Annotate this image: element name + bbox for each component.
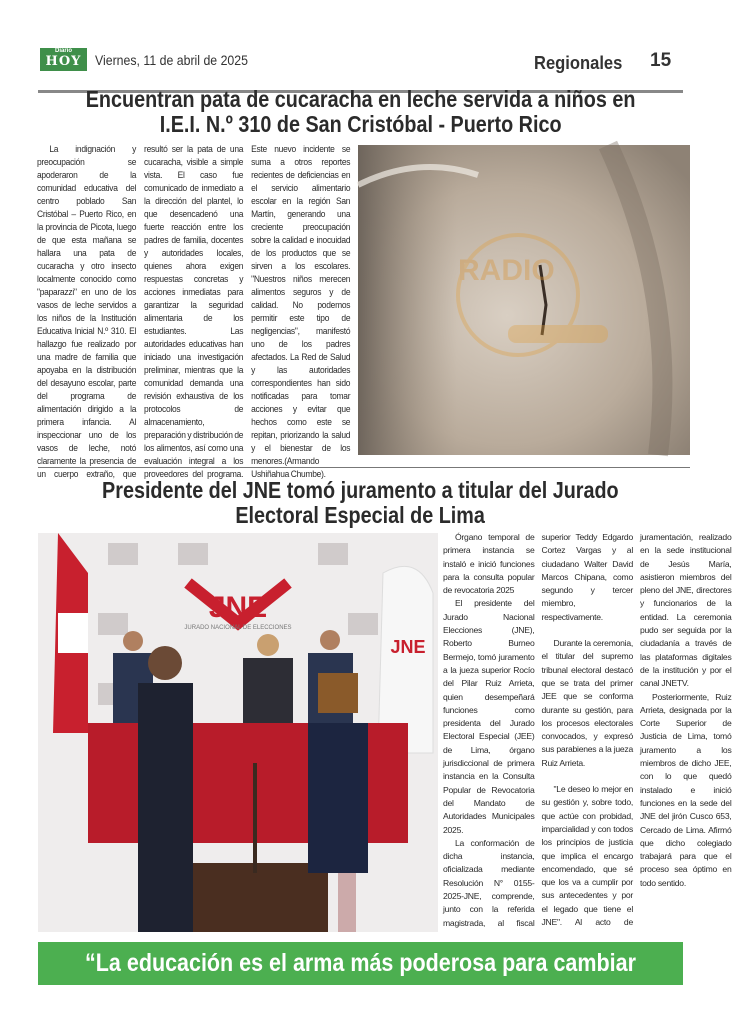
article2-paragraph: Durante la ceremonia, el titular del supremo tribunal electoral destacó que se trata del primer JEE que se conforma durante su gestión, para los procesos electorales convocados, y expresó sus parabienes a la jueza Ruiz Arrieta.: [541, 638, 633, 768]
article1-headline: [38, 87, 683, 137]
article2-photo: [38, 533, 438, 932]
article1-body: [37, 143, 350, 481]
article-divider: [38, 467, 690, 468]
quote-text: “La educación es el arma más poderosa para cambiar el mundo”: [85, 949, 636, 1020]
headline-line: Presidente del JNE tomó juramento a titular del Jurado: [102, 477, 619, 503]
issue-date: Viernes, 11 de abril de 2025: [95, 52, 248, 68]
article2-headline: [38, 478, 683, 528]
jne-logo-subtitle: JURADO NACIONAL DE ELECCIONES: [184, 625, 292, 631]
headline-line: Electoral Especial de Lima: [235, 502, 486, 528]
article1-text: La indignación y preocupación se apoderaron de la comunidad educativa del centro poblado San Cristóbal – Puerto Rico, en la provincia de Picota, luego de que esta mañana se hallara una pata de cucaracha y otro insecto localmente conocido como "paparazzi" en uno de los vasos de leche servidos a los niños de la Institución Educativa Inicial N.º 310. El hallazgo fue realizado por una madre de familia que apoyaba en la distribución del desayuno escolar, parte del programa de alimentación dirigido a la primera infancia. Al inspeccionar uno de los vasos de leche, notó claramente la presencia de un cuerpo extraño, que resultó ser la pata de una cucaracha, visible a simple vista. El caso fue comunicado de inmediato a la dirección del plantel, lo que desencadenó una fuerte reacción entre los padres de familia, docentes y autoridades locales, quienes ahora exigen respuestas concretas y acciones inmediatas para garantizar la seguridad alimentaria de los estudiantes. Las autoridades educativas han iniciado una investigación preliminar, mientras que la comunidad demanda una revisión exhaustiva de los protocolos de almacenamiento, preparación y distribución de los alimentos, así como una evaluación integral a los proveedores del programa. Este nuevo incidente se suma a otros reportes recientes de deficiencias en el servicio alimentario escolar en la región San Martín, generando una creciente preocupación sobre la calidad e inocuidad de los productos que se sirven a los escolares. "Nuestros niños merecen alimentos seguros y de calidad. No podemos permitir este tipo de negligencias", manifestó uno de los padres afectados. La Red de Salud y las autoridades correspondientes han sido notificadas para tomar acciones y evitar que hechos como este se repitan, priorizando la salud y el bienestar de los menores.(Armando Ushiñahua Chumbe).: [37, 144, 351, 480]
quote-banner: [38, 942, 683, 1020]
article2-paragraph: La conformación de dicha instancia, oficializada mediante Resolución N° 0155-2025-JNE, comprende, junto con la referida magistrada, al fiscal superior Teddy Edgardo Cortez Vargas y al ciudadano Walter David Marcos Chipana, como segundo y tercer miembro, respectivamente.: [443, 532, 633, 928]
svg-text:RADIO: RADIO: [458, 254, 555, 287]
headline-line: I.E.I. N.º 310 de San Cristóbal - Puerto Rico: [159, 111, 562, 137]
section-name: Regionales: [534, 53, 623, 73]
jne-logo-text: JNE: [208, 591, 268, 624]
article1-photo: [358, 145, 690, 455]
svg-text:JNE: JNE: [390, 637, 426, 657]
article2-paragraph: El presidente del Jurado Nacional Elecciones (JNE), Roberto Burneo Bermejo, tomó juramento a la jueza superior Rocío del Pilar Ruiz Arrieta, quien desempeñará funciones como presidenta del Jurado Electoral Especial (JEE) de Lima, órgano jurisdiccional de primera instancia en la Consulta Popular de Revocatoria del Mandato de Autoridades Municipales 2025.: [443, 598, 535, 835]
page-number: 15: [650, 50, 672, 71]
logo-big-text: HOY: [45, 54, 82, 69]
logo-small-text: Diario: [54, 48, 72, 54]
newspaper-logo: [40, 48, 87, 71]
article2-paragraph: "Le deseo lo mejor en su gestión y, sobre todo, que actúe con probidad, imparcialidad y con todos los principios de justicia que implica el encargo encomendado, que sé que los va a cumplir por sus antecedentes y por el legado que tiene el JNE". Al acto de juramentación, realizado en la sede institucional de Jesús María, asistieron miembros del pleno del JNE, directores y funcionarios de la entidad. La ceremonia pudo ser seguida por la ciudadanía a través de las plataformas digitales de la institución y por el canal JNETV.: [541, 532, 732, 928]
article2-paragraph: Posteriormente, Ruiz Arrieta, designada por la Corte Superior de Justicia de Lima, tomó juramento a los miembros de dicho JEE, con lo que quedó instalado e inició funciones en la sede del JNE del jirón Cusco 653, Cercado de Lima. Afirmó que dicho colegiado trabajará para que el proceso sea óptimo en todo sentido.: [640, 691, 732, 888]
headline-line: Encuentran pata de cucaracha en leche servida a niños en: [85, 86, 636, 112]
article2-paragraph: Órgano temporal de primera instancia se instaló e inició funciones para la consulta popular de revocatoria 2025: [443, 532, 535, 596]
article2-body: [443, 531, 732, 933]
